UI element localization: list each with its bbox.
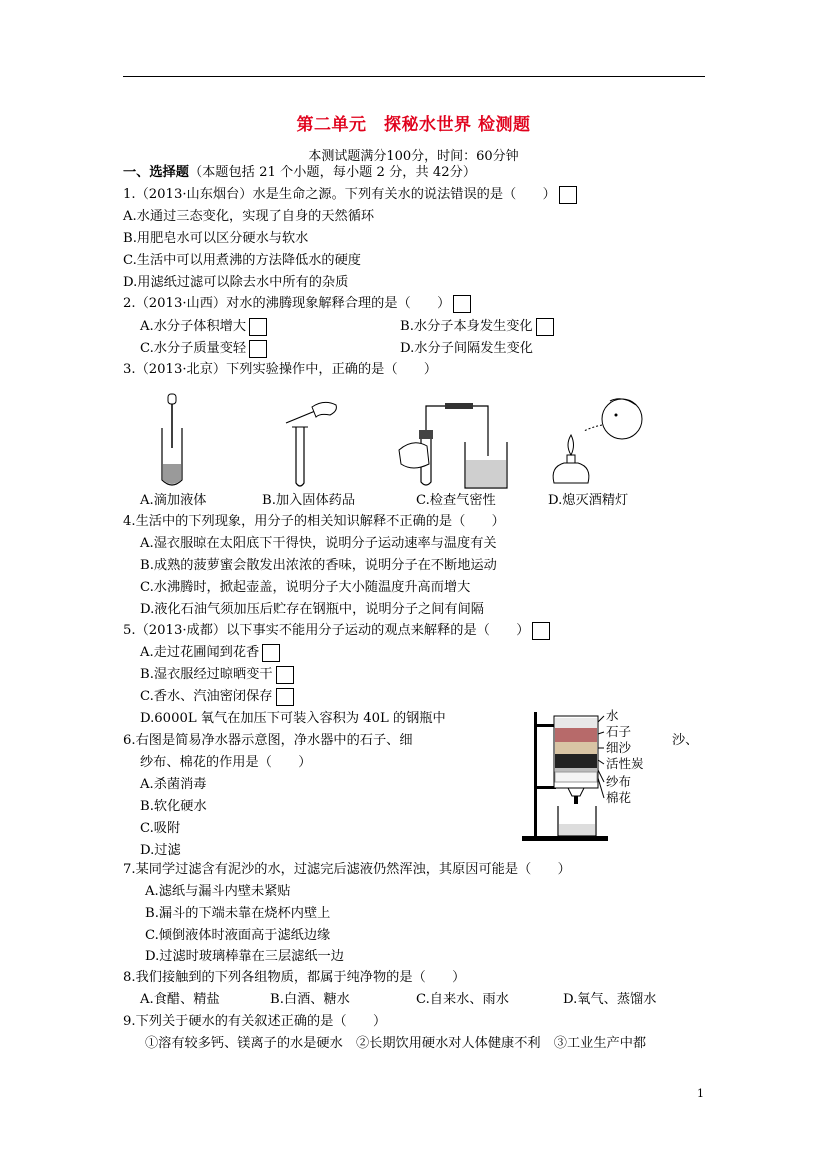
- q4-option-a: A.湿衣服晾在太阳底下干得快，说明分子运动速率与温度有关: [140, 536, 497, 551]
- question-9-statements: ①溶有较多钙、镁离子的水是硬水 ②长期饮用硬水对人体健康不利 ③工业生产中都: [145, 1036, 647, 1051]
- layer-sand: [555, 742, 597, 754]
- layer-cotton: [555, 772, 597, 782]
- dropper-test-tube-figure: [150, 392, 200, 492]
- q6-option-d: D.过滤: [140, 843, 181, 858]
- question-6-stem-line2: 纱布、棉花的作用是（ ）: [140, 755, 312, 770]
- liquid: [163, 464, 181, 484]
- answer-box-q2[interactable]: [453, 295, 471, 313]
- q2-option-d: D.水分子间隔发生变化: [400, 341, 533, 356]
- q8-option-a: A.食醋、精盐: [140, 992, 220, 1007]
- figure-label-cotton: 棉花: [606, 790, 632, 805]
- rubber-tube: [445, 403, 473, 409]
- q5-option-b: [140, 665, 294, 685]
- question-5-text: 5.（2013·成都）以下事实不能用分子运动的观点来解释的是（ ）: [123, 623, 530, 638]
- q7-option-a: A.滤纸与漏斗内壁未紧贴: [145, 884, 291, 899]
- q7-option-b: B.漏斗的下端未靠在烧杯内壁上: [145, 906, 331, 921]
- label-line-stones: [598, 732, 604, 734]
- page-number: 1: [697, 1087, 704, 1100]
- figure-label-sand: 细沙: [606, 740, 632, 755]
- q2-option-c: [140, 339, 267, 359]
- question-3-stem: 3.（2013·北京）下列实验操作中，正确的是（ ）: [123, 362, 438, 377]
- layer-gauze: [555, 768, 597, 772]
- answer-box-q1[interactable]: [559, 186, 577, 204]
- wick-holder: [567, 455, 575, 463]
- q2-option-b: [400, 317, 554, 337]
- filtrate: [559, 824, 595, 835]
- q5-option-a: [140, 643, 280, 663]
- q5-option-c: [140, 687, 294, 707]
- section-title: 一、选择题: [123, 165, 189, 180]
- question-1-text: 1.（2013·山东烟台）水是生命之源。下列有关水的说法错误的是（ ）: [123, 187, 556, 202]
- q5-option-d: D.6000L 氧气在加压下可装入容积为 40L 的钢瓶中: [140, 711, 446, 726]
- q6-option-c: C.吸附: [140, 821, 181, 836]
- page-title: 第二单元 探秘水世界 检测题: [296, 115, 531, 135]
- breath: [584, 425, 602, 431]
- label-line-charcoal: [598, 760, 604, 764]
- q1-option-b: B.用肥皂水可以区分硬水与软水: [123, 231, 309, 246]
- question-2-stem: [123, 294, 471, 314]
- q7-option-c: C.倾倒液体时液面高于滤纸边缘: [145, 928, 331, 943]
- option-box-q5b[interactable]: [276, 666, 294, 684]
- option-box-q2c[interactable]: [249, 340, 267, 358]
- q4-option-c: C.水沸腾时，掀起壶盖，说明分子大小随温度升高而增大: [140, 580, 471, 595]
- stand-rod: [534, 712, 537, 838]
- q3-option-d: D.熄灭酒精灯: [548, 493, 629, 508]
- figure-label-water: 水: [606, 708, 619, 723]
- option-box-q2a[interactable]: [249, 318, 267, 336]
- q4-option-b: B.成熟的菠萝蜜会散发出浓浓的香味，说明分子在不断地运动: [140, 558, 497, 573]
- q3-option-b: B.加入固体药品: [262, 493, 356, 508]
- q5-option-b-text: B.湿衣服经过晾晒变干: [140, 667, 273, 682]
- question-6-stem-left: 6.右图是简易净水器示意图，净水器中的石子、细: [123, 733, 413, 748]
- q6-option-b: B.软化硬水: [140, 799, 207, 814]
- layer-water: [555, 718, 597, 728]
- q2-option-a: [140, 317, 267, 337]
- q2-option-a-text: A.水分子体积增大: [140, 319, 247, 334]
- figure-label-charcoal: 活性炭: [606, 756, 644, 771]
- option-box-q5c[interactable]: [276, 688, 294, 706]
- section-note: （本题包括 21 个小题，每小题 2 分，共 42分）: [188, 165, 477, 180]
- q1-option-d: D.用滤纸过滤可以除去水中所有的杂质: [123, 275, 349, 290]
- bottle-neck: [568, 788, 584, 796]
- question-1-stem: [123, 185, 577, 205]
- figure-label-gauze: 纱布: [606, 774, 632, 789]
- dropper-bulb: [168, 394, 176, 404]
- flame: [568, 435, 574, 455]
- hand: [399, 443, 429, 468]
- q8-option-c: C.自来水、雨水: [416, 992, 509, 1007]
- section-heading: [123, 163, 476, 183]
- answer-box-q5[interactable]: [532, 622, 550, 640]
- figure-label-stones: 石子: [606, 724, 632, 739]
- question-9-stem: 9.下列关于硬水的有关叙述正确的是（ ）: [123, 1014, 387, 1029]
- q2-option-b-text: B.水分子本身发生变化: [400, 319, 533, 334]
- q7-option-d: D.过滤时玻璃棒靠在三层滤纸一边: [145, 949, 344, 964]
- layer-stones: [555, 728, 597, 742]
- layer-charcoal: [555, 754, 597, 768]
- test-tube: [296, 427, 304, 486]
- label-line-water: [598, 716, 604, 722]
- lamp-body: [553, 463, 589, 483]
- q8-option-d: D.氧气、蒸馏水: [563, 992, 657, 1007]
- option-box-q5a[interactable]: [262, 644, 280, 662]
- q3-option-c: C.检查气密性: [416, 493, 496, 508]
- q6-option-a: A.杀菌消毒: [140, 777, 207, 792]
- q2-option-c-text: C.水分子质量变轻: [140, 341, 247, 356]
- question-8-stem: 8.我们接触到的下列各组物质，都属于纯净物的是（ ）: [123, 970, 466, 985]
- alcohol-lamp-figure: [540, 393, 650, 488]
- question-6-stem-right: 沙、: [672, 733, 699, 748]
- header-rule: [123, 76, 705, 77]
- outlet: [574, 796, 578, 804]
- option-box-q2b[interactable]: [536, 318, 554, 336]
- q1-option-a: A.水通过三态变化，实现了自身的天然循环: [123, 209, 375, 224]
- stopper: [419, 430, 433, 439]
- q8-option-b: B.白酒、糖水: [270, 992, 350, 1007]
- water-purifier-figure: [518, 708, 678, 843]
- eye: [615, 414, 618, 417]
- q5-option-c-text: C.香水、汽油密闭保存: [140, 689, 273, 704]
- q3-option-a: A.滴加液体: [140, 493, 207, 508]
- delivery-tube: [426, 406, 488, 456]
- exam-info: 本测试题满分100分，时间：60分钟: [308, 149, 519, 164]
- solid-addition-figure: [272, 397, 342, 492]
- clamp-bottom: [534, 786, 556, 789]
- q1-option-c: C.生活中可以用煮沸的方法降低水的硬度: [123, 253, 361, 268]
- question-5-stem: [123, 621, 550, 641]
- question-2-text: 2.（2013·山西）对水的沸腾现象解释合理的是（ ）: [123, 296, 451, 311]
- q5-option-a-text: A.走过花圃闻到花香: [140, 645, 260, 660]
- question-7-stem: 7.某同学过滤含有泥沙的水，过滤完后滤液仍然浑浊，其原因可能是（ ）: [123, 862, 571, 877]
- water: [466, 460, 506, 487]
- q4-option-d: D.液化石油气须加压后贮存在钢瓶中，说明分子之间有间隔: [140, 602, 484, 617]
- hand: [312, 402, 336, 417]
- airtightness-check-figure: [393, 398, 513, 493]
- question-4-stem: 4.生活中的下列现象，用分子的相关知识解释不正确的是（ ）: [123, 514, 505, 529]
